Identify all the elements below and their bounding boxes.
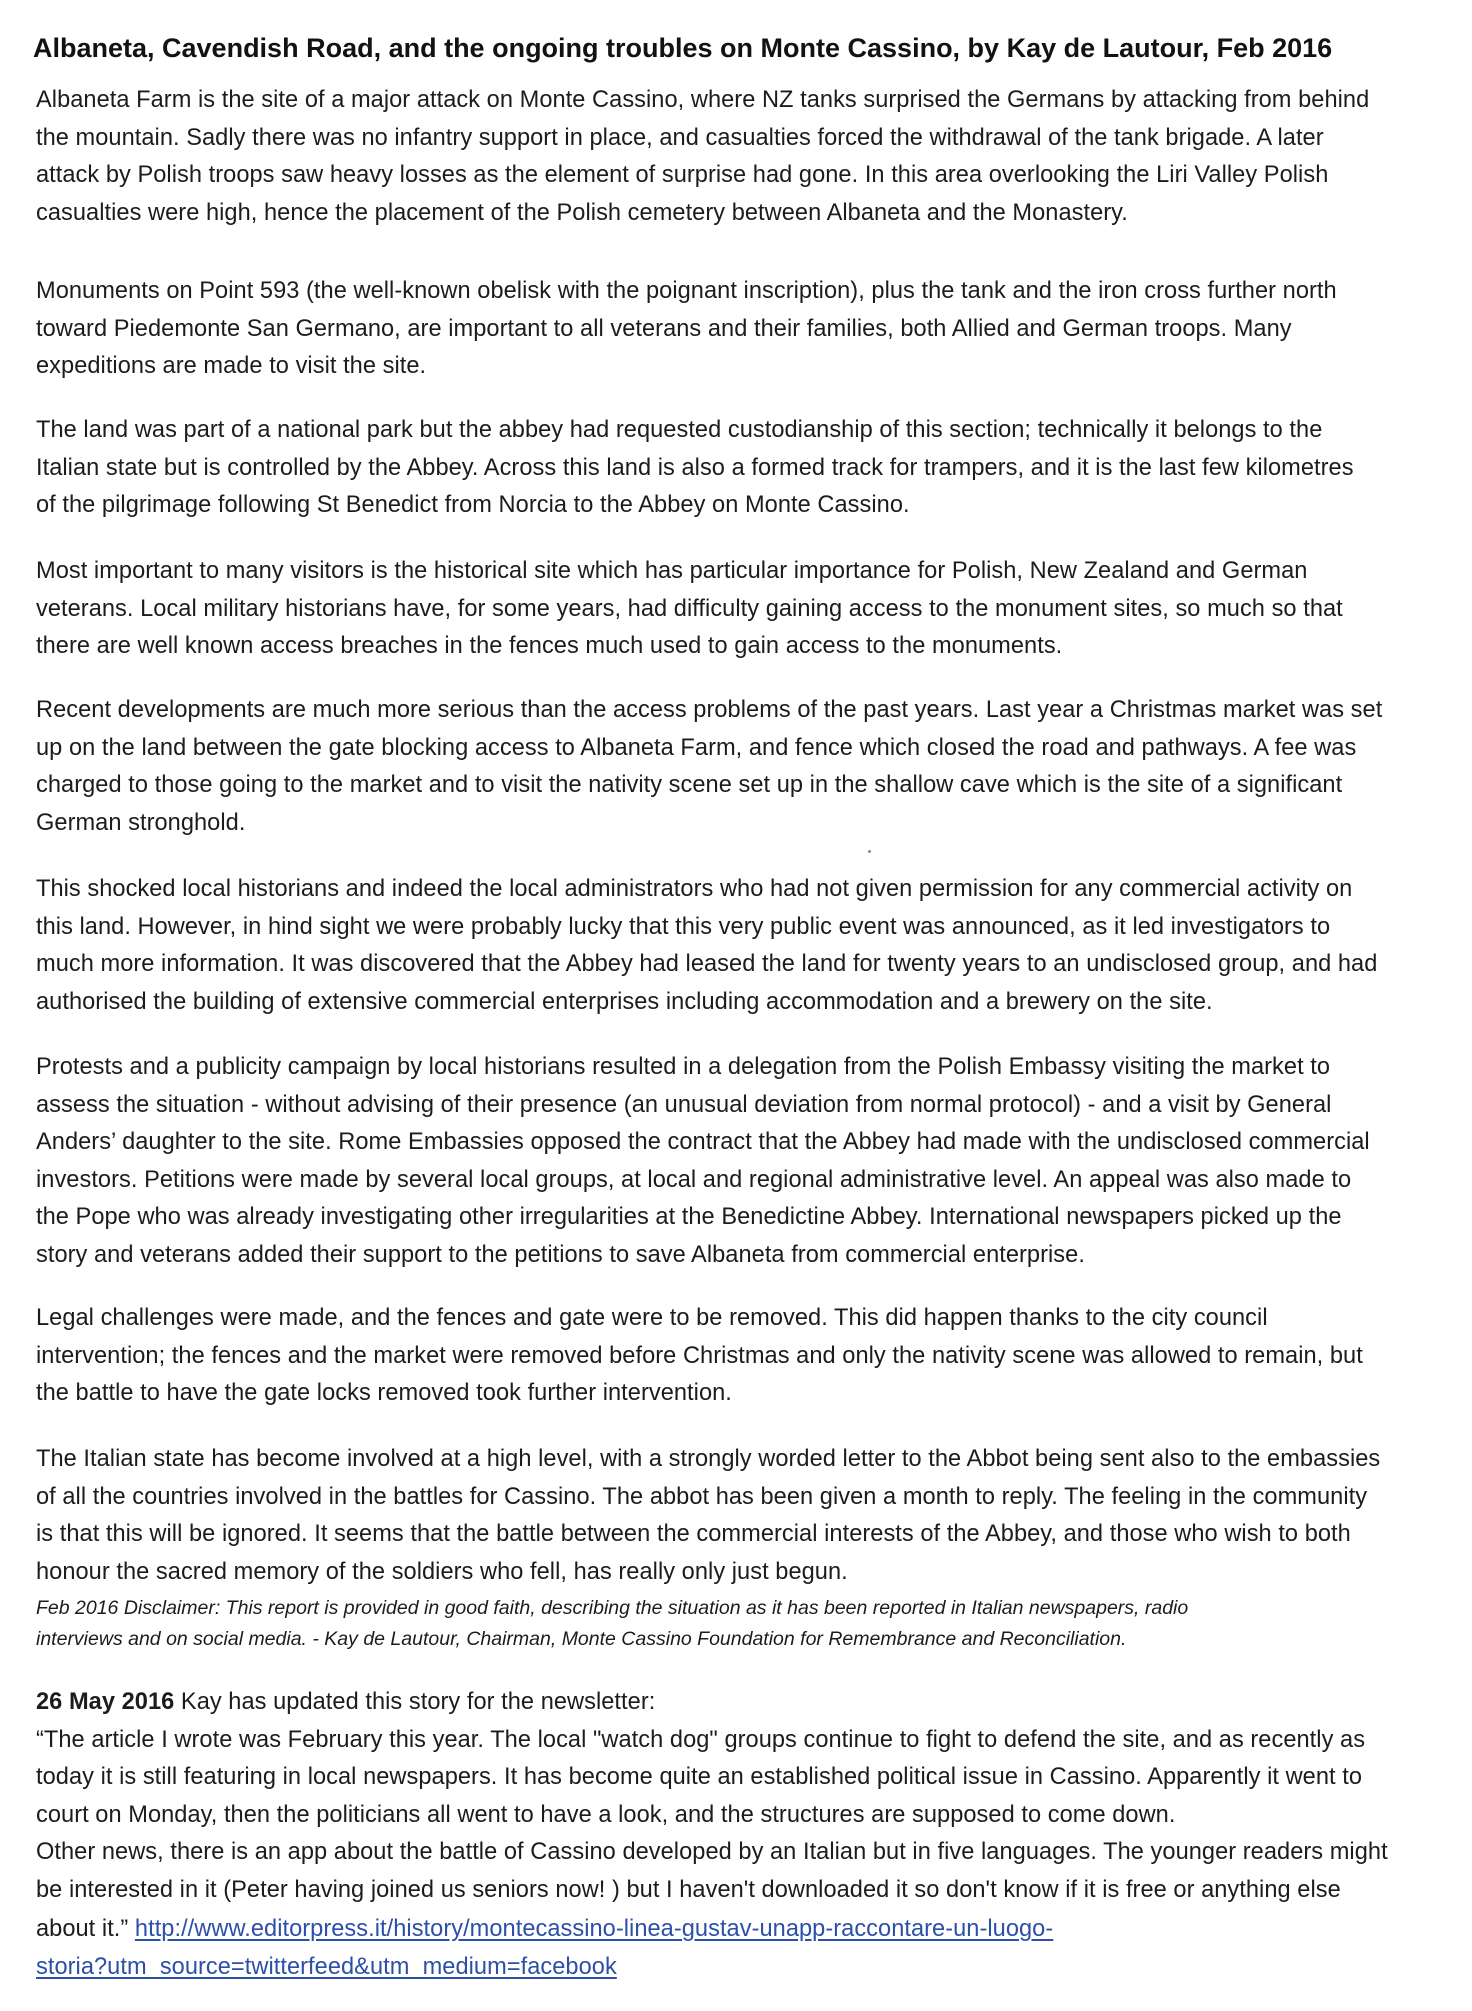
quote-end-text: about it.” [36,1916,135,1942]
text-line: German stronghold. [36,809,246,836]
quote-line: today it is still featuring in local newspapers. It has become quite an established political issue in Cassino. Apparently it went to [36,1764,1362,1790]
paragraph-italian-state [36,1441,1452,1591]
document-title: Albaneta, Cavendish Road, and the ongoing troubles on Monte Cassino, by Kay de Lautour, Feb 2016 [33,33,1333,63]
text-line: is that this will be ignored. It seems that the battle between the commercial interests of the Abbey, and those who wish to both [36,1521,1351,1547]
link-line [36,1949,1452,1987]
text-line: Recent developments are much more serious than the access problems of the past years. Last year a Christmas market was set [36,697,1383,723]
text-line: the mountain. Sadly there was no infantry support in place, and casualties forced the withdrawal of the tank brigade. A later [36,124,1324,151]
article-link-part2[interactable]: storia?utm_source=twitterfeed&utm_medium=facebook [36,1953,617,1980]
text-line: intervention; the fences and the market were removed before Christmas and only the nativity scene was allowed to remain, but [36,1342,1363,1369]
paragraph-monuments [36,273,1452,386]
text-line: story and veterans added their support to the petitions to save Albaneta from commercial enterprise. [36,1241,1085,1268]
quote-line: “The article I wrote was February this year. The local "watch dog" groups continue to fight to defend the site, and as recently as [36,1726,1366,1753]
text-line: Most important to many visitors is the historical site which has particular importance for Polish, New Zealand and German [36,558,1308,584]
paragraph-legal-challenges [36,1300,1452,1413]
text-line: of the pilgrimage following St Benedict from Norcia to the Abbey on Monte Cassino. [36,492,910,518]
text-line: This shocked local historians and indeed the local administrators who had not given permission for any commercial activity on [36,876,1353,902]
text-line: up on the land between the gate blocking access to Albaneta Farm, and fence which closed the road and pathways. A fee was [36,734,1357,761]
quote-line: court on Monday, then the politicians all went to have a look, and the structures are supposed to come down. [36,1801,1176,1828]
text-line: the Pope who was already investigating other irregularities at the Benedictine Abbey. International newspapers picked up the [36,1204,1342,1230]
text-line: expeditions are made to visit the site. [36,353,427,379]
text-line: The land was part of a national park but the abbey had requested custodianship of this section; technically it belongs to the [36,417,1323,443]
paragraph-shocked-historians [36,871,1452,1021]
text-line: Legal challenges were made, and the fences and gate were to be removed. This did happen thanks to the city council [36,1305,1268,1331]
text-line: of all the countries involved in the battles for Cassino. The abbot has been given a month to reply. The feeling in the community [36,1483,1368,1510]
text-line: investors. Petitions were made by several local groups, at local and regional administrative level. An appeal was also made to [36,1166,1352,1193]
quote-line: Other news, there is an app about the battle of Cassino developed by an Italian but in five languages. The younger readers might [36,1839,1388,1865]
update-date: 26 May 2016 [36,1689,175,1715]
text-line: much more information. It was discovered that the Abbey had leased the land for twenty years to an undisclosed group, and had [36,951,1378,977]
scan-speck [868,850,871,853]
text-line: assess the situation - without advising of their presence (an unusual deviation from normal protocol) - and a visit by General [36,1091,1332,1118]
quote-last-line [36,1911,1452,1949]
text-line: attack by Polish troops saw heavy losses as the element of surprise had gone. In this area overlooking the Liri Valley Polish [36,162,1329,188]
article-link-part1[interactable]: http://www.editorpress.it/history/montecassino-linea-gustav-unapp-raccontare-un-luogo- [134,1916,1054,1942]
update-heading [36,1684,1452,1722]
paragraph-protests [36,1049,1452,1274]
text-line: the battle to have the gate locks removed took further intervention. [36,1380,732,1406]
text-line: honour the sacred memory of the soldiers who fell, has really only just begun. [36,1558,848,1585]
text-line: veterans. Local military historians have, for some years, had difficulty gaining access to the monument sites, so much so that [36,595,1343,622]
paragraph-albaneta-farm [36,82,1452,232]
text-line: casualties were high, hence the placement of the Polish cemetery between Albaneta and the Monastery. [36,199,1128,226]
text-line: there are well known access breaches in the fences much used to gain access to the monuments. [36,633,1063,659]
disclaimer-line: Feb 2016 Disclaimer: This report is provided in good faith, describing the situation as it has been reported in Italian newspapers, radio [36,1597,1189,1619]
text-line: Monuments on Point 593 (the well-known obelisk with the poignant inscription), plus the tank and the iron cross further north [36,278,1337,304]
update-section [36,1684,1452,1986]
text-line: Albaneta Farm is the site of a major attack on Monte Cassino, where NZ tanks surprised the Germans by attacking from behind [36,87,1370,113]
update-intro: Kay has updated this story for the newsletter: [174,1689,656,1715]
paragraph-recent-developments [36,692,1452,842]
text-line: Italian state but is controlled by the Abbey. Across this land is also a formed track for trampers, and it is the last few kilometres [36,454,1354,481]
paragraph-land [36,412,1452,525]
disclaimer-line: interviews and on social media. - Kay de Lautour, Chairman, Monte Cassino Foundation for Remembrance and Reconciliation. [36,1628,1127,1650]
text-line: Anders’ daughter to the site. Rome Embassies opposed the contract that the Abbey had made with the undisclosed commercial [36,1129,1370,1155]
text-line: toward Piedemonte San Germano, are important to all veterans and their families, both Allied and German troops. Many [36,315,1292,342]
paragraph-visitors [36,553,1452,666]
text-line: charged to those going to the market and to visit the nativity scene set up in the shallow cave which is the site of a significant [36,772,1343,798]
text-line: this land. However, in hind sight we were probably lucky that this very public event was announced, as it led investigators to [36,913,1331,940]
text-line: Protests and a publicity campaign by local historians resulted in a delegation from the Polish Embassy visiting the market to [36,1054,1331,1080]
text-line: The Italian state has become involved at a high level, with a strongly worded letter to the Abbot being sent also to the embassies [36,1446,1381,1472]
quote-line: be interested in it (Peter having joined us seniors now! ) but I haven't downloaded it so don't know if it is free or anything else [36,1876,1341,1903]
text-line: authorised the building of extensive commercial enterprises including accommodation and a brewery on the site. [36,988,1213,1015]
disclaimer [36,1593,1452,1655]
